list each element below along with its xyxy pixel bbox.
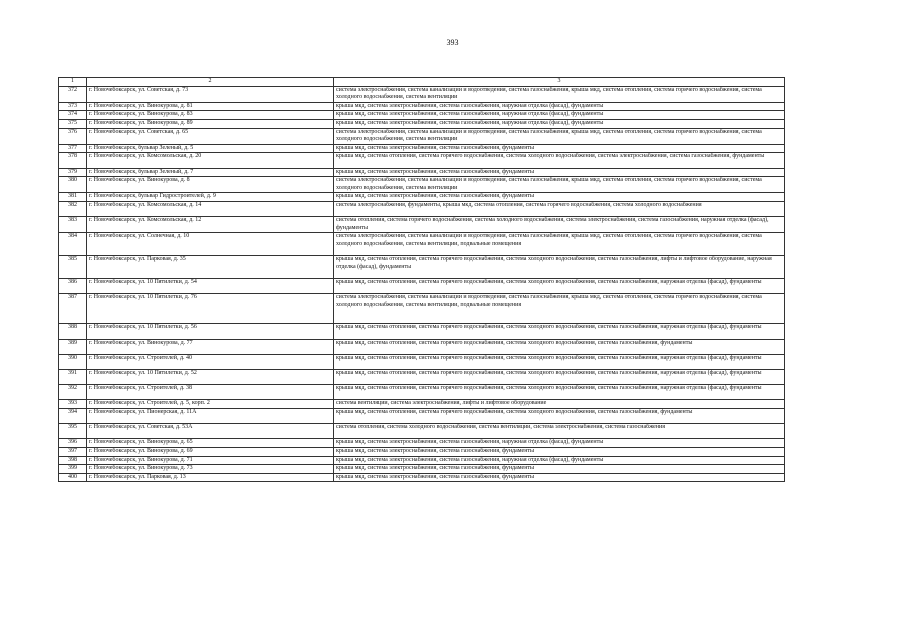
row-number: 373 — [59, 102, 87, 111]
row-systems: крыша мкд, система отопления, система горячего водоснабжения, система холодного водоснабжения, система газоснабжения, лифты и лифтовое оборудование, наружная отделка (фасад), фундаменты — [334, 256, 785, 279]
table-row — [59, 424, 785, 439]
table-row — [59, 294, 785, 324]
row-systems: крыша мкд, система отопления, система горячего водоснабжения, система холодного водоснабжения, система газоснабжения, фундаменты — [334, 339, 785, 354]
row-number: 389 — [59, 339, 87, 354]
row-address: г. Новочебоксарск, ул. Винокурова, д. 8 — [87, 177, 334, 193]
row-address: г. Новочебоксарск, ул. Пионерская, д. 11А — [87, 408, 334, 423]
row-systems: крыша мкд, система электроснабжения, система газоснабжения, наружная отделка (фасад), фундаменты — [334, 111, 785, 120]
table-row — [59, 465, 785, 474]
row-systems: система электроснабжения, система канализации и водоотведения, система газоснабжения, крыша мкд, система отопления, система горячего водоснабжения, система холодного водоснабжения, система вентиляции, подвальные помещения — [334, 233, 785, 256]
column-header-address: 2 — [87, 78, 334, 87]
row-number: 396 — [59, 439, 87, 448]
row-systems: крыша мкд, система электроснабжения, система газоснабжения, наружная отделка (фасад), фундаменты — [334, 456, 785, 465]
row-address: г. Новочебоксарск, ул. Парковая, д. 35 — [87, 256, 334, 279]
row-systems: крыша мкд, система отопления, система горячего водоснабжения, система холодного водоснабжения, система газоснабжения, наружная отделка (фасад), фундаменты — [334, 385, 785, 400]
table-row — [59, 324, 785, 339]
row-systems: крыша мкд, система отопления, система горячего водоснабжения, система холодного водоснабжения, система газоснабжения, фундаменты — [334, 408, 785, 423]
table-row — [59, 86, 785, 102]
row-number: 387 — [59, 294, 87, 324]
row-systems: крыша мкд, система электроснабжения, система газоснабжения, наружная отделка (фасад), фундаменты — [334, 439, 785, 448]
row-address: г. Новочебоксарск, ул. Комсомольская, д. 14 — [87, 201, 334, 216]
table-row — [59, 217, 785, 233]
row-address: г. Новочебоксарск, ул. Солнечная, д. 10 — [87, 233, 334, 256]
row-address: г. Новочебоксарск, ул. Советская, д. 73 — [87, 86, 334, 102]
row-address: г. Новочебоксарск, ул. Парковая, д. 13 — [87, 473, 334, 482]
row-systems: крыша мкд, система отопления, система горячего водоснабжения, система холодного водоснабжения, система газоснабжения, наружная отделка (фасад), фундаменты — [334, 278, 785, 293]
row-systems: крыша мкд, система отопления, система горячего водоснабжения, система холодного водоснабжения, система электроснабжения, система газоснабжения, фундаменты — [334, 153, 785, 168]
row-number: 382 — [59, 201, 87, 216]
table-row — [59, 354, 785, 369]
row-number: 393 — [59, 400, 87, 409]
row-number: 384 — [59, 233, 87, 256]
table-row — [59, 400, 785, 409]
row-systems: система вентиляции, система электроснабжения, лифты и лифтовое оборудование — [334, 400, 785, 409]
table-row — [59, 177, 785, 193]
row-number: 376 — [59, 128, 87, 144]
row-number: 379 — [59, 168, 87, 177]
row-address: г. Новочебоксарск, бульвар Зеленый, д. 7 — [87, 168, 334, 177]
row-number: 398 — [59, 456, 87, 465]
row-systems: крыша мкд, система электроснабжения, система газоснабжения, фундаменты — [334, 168, 785, 177]
table-row — [59, 168, 785, 177]
table-row — [59, 370, 785, 385]
row-number: 386 — [59, 278, 87, 293]
table-row — [59, 128, 785, 144]
building-systems-table — [58, 77, 785, 482]
table-row — [59, 447, 785, 456]
row-address: г. Новочебоксарск, бульвар Зеленый, д. 5 — [87, 144, 334, 153]
table-row — [59, 278, 785, 293]
column-header-number: 1 — [59, 78, 87, 87]
row-address: г. Новочебоксарск, ул. Винокурова, д. 69 — [87, 447, 334, 456]
row-number: 394 — [59, 408, 87, 423]
row-number: 388 — [59, 324, 87, 339]
row-systems: система электроснабжения, система канализации и водоотведения, система газоснабжения, крыша мкд, система отопления, система горячего водоснабжения, система холодного водоснабжения, система вентиляции, подвальные помещения — [334, 294, 785, 324]
table-row — [59, 408, 785, 423]
column-header-systems: 3 — [334, 78, 785, 87]
row-address: г. Новочебоксарск, ул. Строителей, д. 5, корп. 2 — [87, 400, 334, 409]
row-address: г. Новочебоксарск, ул. Винокурова, д. 65 — [87, 439, 334, 448]
row-number: 383 — [59, 217, 87, 233]
row-number: 390 — [59, 354, 87, 369]
page-number: 393 — [446, 38, 459, 47]
row-number: 391 — [59, 370, 87, 385]
row-number: 380 — [59, 177, 87, 193]
row-number: 395 — [59, 424, 87, 439]
row-systems: крыша мкд, система электроснабжения, система газоснабжения, фундаменты — [334, 144, 785, 153]
table-row — [59, 233, 785, 256]
row-number: 378 — [59, 153, 87, 168]
table-body — [59, 78, 785, 482]
row-systems: система отопления, система холодного водоснабжения, система вентиляции, система электроснабжения, система газоснабжения — [334, 424, 785, 439]
row-address: г. Новочебоксарск, ул. Советская, д. 65 — [87, 128, 334, 144]
table-row — [59, 256, 785, 279]
row-systems: система отопления, система горячего водоснабжения, система холодного водоснабжения, система электроснабжения, система газоснабжения, наружная отделка (фасад), фундаменты — [334, 217, 785, 233]
table-row — [59, 144, 785, 153]
row-address: г. Новочебоксарск, ул. 10 Пятилетки, д. 76 — [87, 294, 334, 324]
row-systems: крыша мкд, система отопления, система горячего водоснабжения, система холодного водоснабжения, система газоснабжения, наружная отделка (фасад), фундаменты — [334, 370, 785, 385]
row-address: г. Новочебоксарск, ул. Советская, д. 53А — [87, 424, 334, 439]
row-number: 385 — [59, 256, 87, 279]
row-systems: система электроснабжения, система канализации и водоотведения, система газоснабжения, крыша мкд, система отопления, система горячего водоснабжения, система холодного водоснабжения, система вентиляции — [334, 86, 785, 102]
table-row — [59, 201, 785, 216]
row-systems: крыша мкд, система электроснабжения, система газоснабжения, фундаменты — [334, 465, 785, 474]
table-row — [59, 385, 785, 400]
table-row — [59, 473, 785, 482]
row-number: 392 — [59, 385, 87, 400]
row-systems: крыша мкд, система электроснабжения, система газоснабжения, фундаменты — [334, 193, 785, 202]
row-address: г. Новочебоксарск, ул. 10 Пятилетки, д. 54 — [87, 278, 334, 293]
row-systems: крыша мкд, система электроснабжения, система газоснабжения, наружная отделка (фасад), фундаменты — [334, 119, 785, 128]
table-row — [59, 456, 785, 465]
row-systems: система электроснабжения, система канализации и водоотведения, система газоснабжения, крыша мкд, система отопления, система горячего водоснабжения, система холодного водоснабжения, система вентиляции — [334, 177, 785, 193]
row-number: 399 — [59, 465, 87, 474]
row-systems: крыша мкд, система отопления, система горячего водоснабжения, система холодного водоснабжения, система газоснабжения, наружная отделка (фасад), фундаменты — [334, 324, 785, 339]
row-address: г. Новочебоксарск, ул. Винокурова, д. 89 — [87, 119, 334, 128]
table-row — [59, 153, 785, 168]
row-address: г. Новочебоксарск, ул. Винокурова, д. 73 — [87, 465, 334, 474]
table-row — [59, 339, 785, 354]
row-number: 377 — [59, 144, 87, 153]
row-address: г. Новочебоксарск, ул. Винокурова, д. 71 — [87, 456, 334, 465]
row-address: г. Новочебоксарск, ул. Комсомольская, д. 12 — [87, 217, 334, 233]
row-systems: крыша мкд, система электроснабжения, система газоснабжения, фундаменты — [334, 473, 785, 482]
table-header-row — [59, 78, 785, 87]
row-systems: крыша мкд, система электроснабжения, система газоснабжения, фундаменты — [334, 447, 785, 456]
row-address: г. Новочебоксарск, ул. Винокурова, д. 77 — [87, 339, 334, 354]
table-row — [59, 111, 785, 120]
row-number: 375 — [59, 119, 87, 128]
row-address: г. Новочебоксарск, ул. 10 Пятилетки, д. 56 — [87, 324, 334, 339]
row-address: г. Новочебоксарск, ул. Строителей, д. 38 — [87, 385, 334, 400]
row-number: 400 — [59, 473, 87, 482]
table-row — [59, 439, 785, 448]
row-systems: крыша мкд, система электроснабжения, система газоснабжения, наружная отделка (фасад), фундаменты — [334, 102, 785, 111]
row-systems: крыша мкд, система отопления, система горячего водоснабжения, система холодного водоснабжения, система газоснабжения, наружная отделка (фасад), фундаменты — [334, 354, 785, 369]
row-address: г. Новочебоксарск, ул. Винокурова, д. 81 — [87, 102, 334, 111]
row-systems: система электроснабжения, фундаменты, крыша мкд, система отопления, система горячего водоснабжения, система холодного водоснабжения — [334, 201, 785, 216]
row-address: г. Новочебоксарск, ул. Винокурова, д. 83 — [87, 111, 334, 120]
row-systems: система электроснабжения, система канализации и водоотведения, система газоснабжения, крыша мкд, система отопления, система горячего водоснабжения, система холодного водоснабжения, система вентиляции — [334, 128, 785, 144]
row-number: 374 — [59, 111, 87, 120]
row-address: г. Новочебоксарск, бульвар Гидростроителей, д. 9 — [87, 193, 334, 202]
table-row — [59, 193, 785, 202]
row-address: г. Новочебоксарск, ул. 10 Пятилетки, д. 52 — [87, 370, 334, 385]
table-row — [59, 119, 785, 128]
row-address: г. Новочебоксарск, ул. Комсомольская, д. 20 — [87, 153, 334, 168]
table-row — [59, 102, 785, 111]
row-number: 397 — [59, 447, 87, 456]
row-address: г. Новочебоксарск, ул. Строителей, д. 40 — [87, 354, 334, 369]
row-number: 381 — [59, 193, 87, 202]
row-number: 372 — [59, 86, 87, 102]
